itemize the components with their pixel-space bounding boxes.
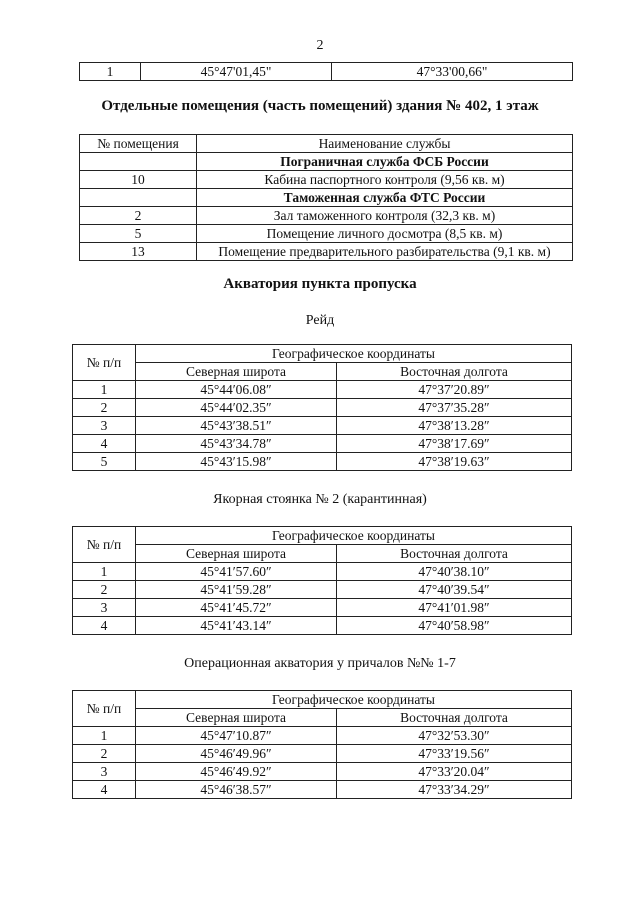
header-geo: Географическое координаты (136, 345, 572, 363)
latitude-cell: 45°43′15.98″ (136, 453, 337, 471)
room-name: Кабина паспортного контроля (9,56 кв. м) (197, 171, 573, 189)
room-name: Зал таможенного контроля (32,3 кв. м) (197, 207, 573, 225)
header-number: № п/п (73, 691, 136, 727)
table-row (73, 781, 572, 799)
row-number: 2 (73, 399, 136, 417)
room-number: 10 (80, 171, 197, 189)
table-row (80, 207, 573, 225)
table-row (73, 417, 572, 435)
header-geo: Географическое координаты (136, 527, 572, 545)
longitude-cell: 47°40′38.10″ (337, 563, 572, 581)
row-number: 3 (73, 763, 136, 781)
table-header (80, 135, 573, 153)
table-row (73, 435, 572, 453)
table-row (80, 153, 573, 171)
room-name: Помещение личного досмотра (8,5 кв. м) (197, 225, 573, 243)
group-customs-service: Таможенная служба ФТС России (197, 189, 573, 207)
table-row (80, 225, 573, 243)
table-row (73, 399, 572, 417)
longitude-cell: 47°38′13.28″ (337, 417, 572, 435)
group-border-service: Пограничная служба ФСБ России (197, 153, 573, 171)
row-number: 4 (73, 435, 136, 453)
row-number: 5 (73, 453, 136, 471)
row-number: 3 (73, 417, 136, 435)
row-number: 1 (73, 727, 136, 745)
table-row (73, 599, 572, 617)
table-row (80, 243, 573, 261)
header-room-number: № помещения (80, 135, 197, 153)
premises-table (79, 134, 573, 261)
longitude-cell: 47°33′34.29″ (337, 781, 572, 799)
longitude-cell: 47°37′35.28″ (337, 399, 572, 417)
row-number: 1 (80, 63, 141, 81)
longitude-cell: 47°37′20.89″ (337, 381, 572, 399)
roadstead-table (72, 344, 572, 471)
latitude-cell: 45°44′06.08″ (136, 381, 337, 399)
aquatory-title: Акватория пункта пропуска (223, 276, 417, 292)
header-longitude: Восточная долгота (337, 709, 572, 727)
longitude-cell: 47°33′20.04″ (337, 763, 572, 781)
latitude-cell: 45°41′59.28″ (136, 581, 337, 599)
latitude-cell: 45°44′02.35″ (136, 399, 337, 417)
longitude-cell: 47°33′19.56″ (337, 745, 572, 763)
header-latitude: Северная широта (136, 709, 337, 727)
longitude-cell: 47°41′01.98″ (337, 599, 572, 617)
longitude-cell: 47°38′17.69″ (337, 435, 572, 453)
table-row (73, 381, 572, 399)
row-number: 2 (73, 581, 136, 599)
latitude-cell: 45°41′57.60″ (136, 563, 337, 581)
header-geo: Географическое координаты (136, 691, 572, 709)
room-number: 2 (80, 207, 197, 225)
latitude-cell: 45°41′45.72″ (136, 599, 337, 617)
latitude-cell: 45°46′49.96″ (136, 745, 337, 763)
header-service-name: Наименование службы (197, 135, 573, 153)
latitude-cell: 45°46′38.57″ (136, 781, 337, 799)
longitude-cell: 47°33'00,66" (332, 63, 573, 81)
table-row (73, 581, 572, 599)
room-name: Помещение предварительного разбирательства (9,1 кв. м) (197, 243, 573, 261)
row-number: 4 (73, 617, 136, 635)
longitude-cell: 47°38′19.63″ (337, 453, 572, 471)
latitude-cell: 45°43′34.78″ (136, 435, 337, 453)
table-header (73, 691, 572, 709)
latitude-cell: 45°47'01,45" (141, 63, 332, 81)
table-row (80, 171, 573, 189)
longitude-cell: 47°32′53.30″ (337, 727, 572, 745)
header-latitude: Северная широта (136, 363, 337, 381)
row-number: 2 (73, 745, 136, 763)
operational-table (72, 690, 572, 799)
header-number: № п/п (73, 527, 136, 563)
latitude-cell: 45°46′49.92″ (136, 763, 337, 781)
table-header (73, 545, 572, 563)
table-header (73, 363, 572, 381)
page-number: 2 (316, 38, 324, 53)
row-number (80, 189, 197, 207)
table-row (73, 727, 572, 745)
table-row (73, 617, 572, 635)
longitude-cell: 47°40′58.98″ (337, 617, 572, 635)
latitude-cell: 45°43′38.51″ (136, 417, 337, 435)
row-number (80, 153, 197, 171)
row-number: 3 (73, 599, 136, 617)
latitude-cell: 45°47′10.87″ (136, 727, 337, 745)
table-row (73, 763, 572, 781)
table-header (73, 709, 572, 727)
row-number: 4 (73, 781, 136, 799)
table-row (73, 453, 572, 471)
continuation-table (79, 62, 573, 81)
header-latitude: Северная широта (136, 545, 337, 563)
premises-title: Отдельные помещения (часть помещений) здания № 402, 1 этаж (101, 98, 539, 114)
table-row (73, 745, 572, 763)
row-number: 1 (73, 381, 136, 399)
roadstead-title: Рейд (305, 313, 335, 328)
header-longitude: Восточная долгота (337, 545, 572, 563)
table-row (73, 563, 572, 581)
table-row (80, 189, 573, 207)
operational-title: Операционная акватория у причалов №№ 1-7 (184, 656, 456, 671)
room-number: 13 (80, 243, 197, 261)
table-header (73, 527, 572, 545)
table-row (80, 63, 573, 81)
latitude-cell: 45°41′43.14″ (136, 617, 337, 635)
table-header (73, 345, 572, 363)
longitude-cell: 47°40′39.54″ (337, 581, 572, 599)
header-longitude: Восточная долгота (337, 363, 572, 381)
header-number: № п/п (73, 345, 136, 381)
anchorage-table (72, 526, 572, 635)
row-number: 1 (73, 563, 136, 581)
anchorage-title: Якорная стоянка № 2 (карантинная) (213, 492, 427, 507)
room-number: 5 (80, 225, 197, 243)
